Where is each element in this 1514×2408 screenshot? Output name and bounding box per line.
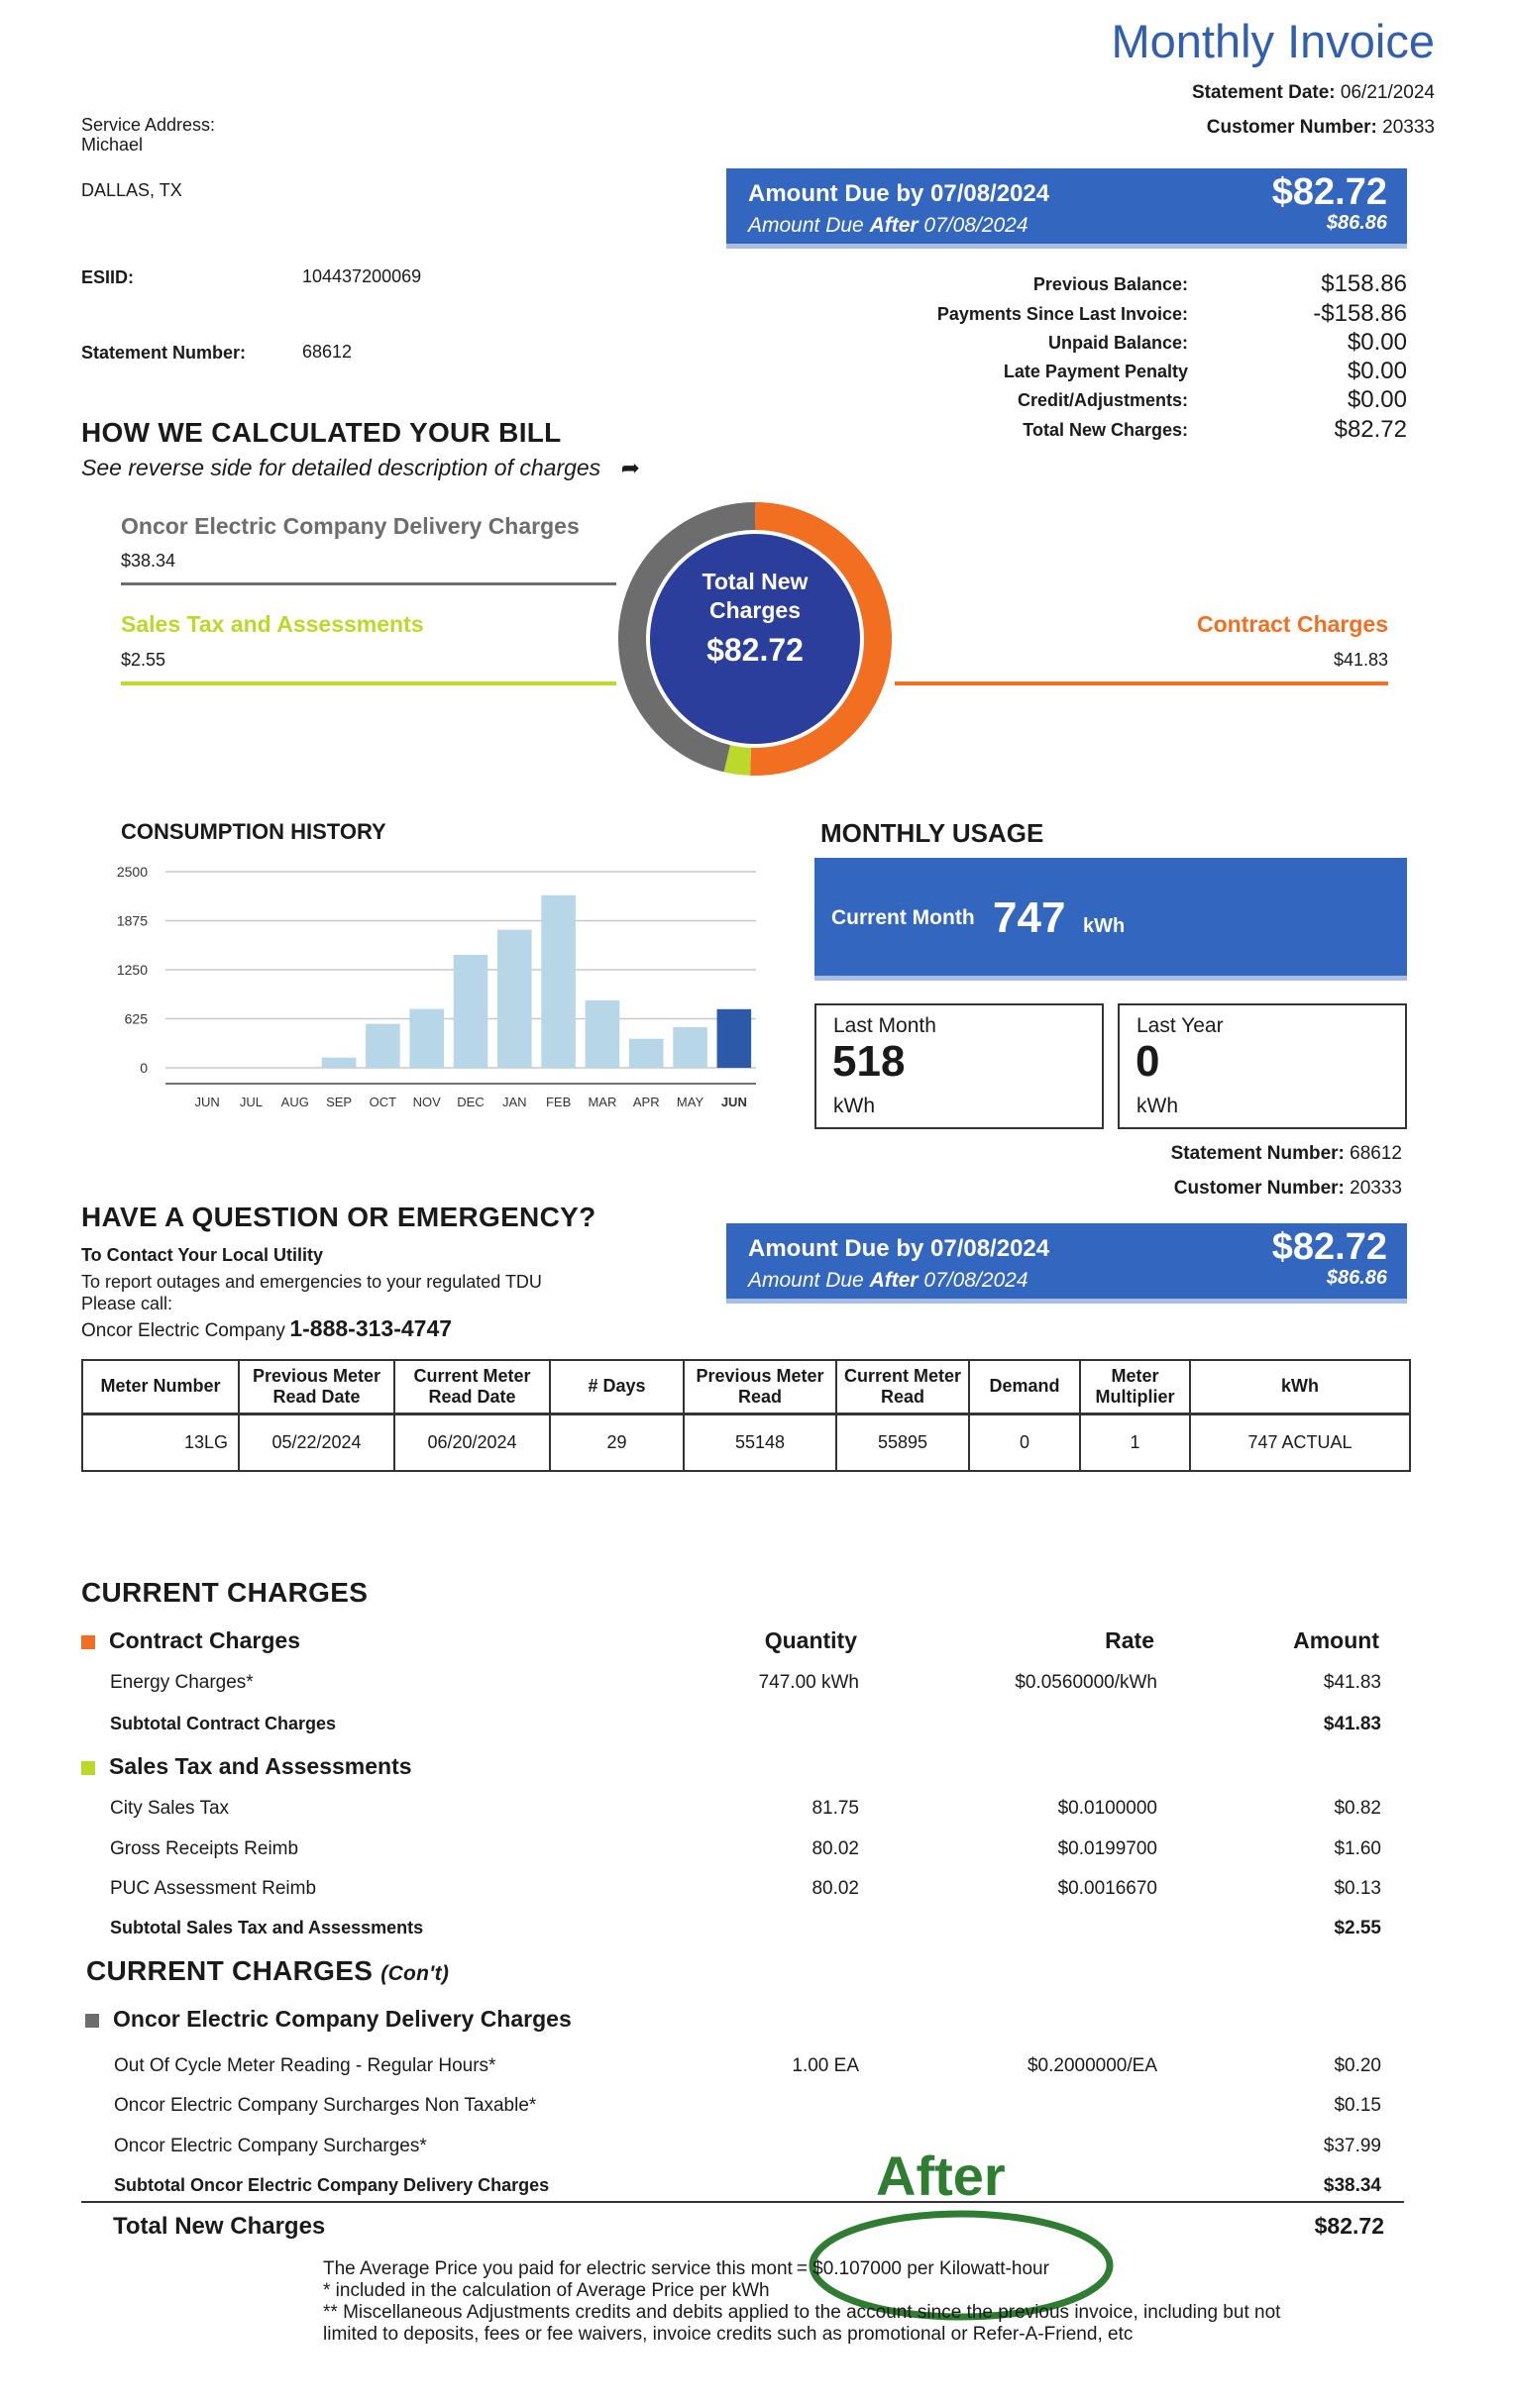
contact-phone[interactable]: 1-888-313-4747 bbox=[289, 1315, 453, 1341]
amount-due-value: $82.72 bbox=[1271, 171, 1387, 213]
contract-head: Contract Charges bbox=[109, 1627, 300, 1653]
balance-value: $0.00 bbox=[1347, 386, 1407, 413]
last-year-value: 0 bbox=[1136, 1037, 1160, 1086]
contact-line2: Please call: bbox=[81, 1294, 173, 1313]
meter-header-row bbox=[82, 1360, 1410, 1413]
balance-value: -$158.86 bbox=[1313, 300, 1407, 327]
contact-line1: To report outages and emergencies to your regulated TDU bbox=[81, 1272, 542, 1292]
after-annotation: After bbox=[876, 2145, 1006, 2207]
contact-title: HAVE A QUESTION OR EMERGENCY? bbox=[81, 1202, 596, 1232]
tax-amount: $2.55 bbox=[121, 650, 166, 670]
charges-cont-suffix: (Con't) bbox=[380, 1962, 450, 1985]
meter-cell: 55895 bbox=[836, 1413, 969, 1471]
tax-label: Sales Tax and Assessments bbox=[121, 611, 424, 637]
footer-statement-row bbox=[1171, 1143, 1402, 1165]
bar bbox=[497, 930, 532, 1068]
calc-title: HOW WE CALCULATED YOUR BILL bbox=[81, 417, 562, 448]
donut-line2: Charges bbox=[708, 597, 802, 623]
current-month-value: 747 bbox=[993, 893, 1066, 942]
charge-amount: $2.55 bbox=[1334, 1918, 1381, 1938]
charge-name: Oncor Electric Company Surcharges* bbox=[114, 2136, 427, 2156]
total-label: Total New Charges bbox=[113, 2213, 326, 2240]
y-tick-label: 0 bbox=[140, 1060, 148, 1076]
oncor-square-icon bbox=[85, 2014, 99, 2028]
usage-title: MONTHLY USAGE bbox=[820, 818, 1044, 848]
note-2: ** Miscellaneous Adjustments credits and debits applied to the account since the previous invoice, including but not bbox=[323, 2302, 1281, 2323]
meter-cell: 13LG bbox=[82, 1413, 239, 1471]
charges-cont-text: CURRENT CHARGES bbox=[86, 1955, 374, 1986]
service-address-label: Service Address: bbox=[81, 115, 216, 135]
footer-statement-label: Statement Number: bbox=[1170, 1143, 1345, 1164]
bar bbox=[717, 1009, 752, 1068]
statement-number-value: 68612 bbox=[302, 342, 353, 362]
balance-label: Total New Charges: bbox=[1023, 420, 1188, 440]
charge-name: Gross Receipts Reimb bbox=[110, 1838, 299, 1859]
total-divider bbox=[81, 2201, 1404, 2203]
balance-label: Unpaid Balance: bbox=[1047, 333, 1188, 353]
donut-amount: $82.72 bbox=[706, 632, 804, 668]
charge-rate: $0.0100000 bbox=[1057, 1798, 1157, 1819]
col-quantity: Quantity bbox=[764, 1627, 857, 1653]
charges-donut bbox=[616, 500, 894, 778]
avg-price-row bbox=[323, 2258, 1049, 2280]
balance-value: $82.72 bbox=[1334, 416, 1407, 443]
balance-value: $158.86 bbox=[1321, 270, 1407, 297]
x-tick-label: JUN bbox=[720, 1095, 747, 1109]
meter-header-cell: Demand bbox=[969, 1360, 1080, 1413]
charge-amount: $38.34 bbox=[1323, 2175, 1381, 2196]
bar bbox=[409, 1009, 444, 1068]
last-year-box bbox=[1118, 1003, 1407, 1129]
charge-amount: $0.82 bbox=[1334, 1798, 1381, 1819]
statement-date-row bbox=[1192, 82, 1435, 104]
footer-customer-label: Customer Number: bbox=[1173, 1178, 1345, 1199]
charge-rate: $0.0560000/kWh bbox=[1015, 1672, 1157, 1693]
charge-qty: 80.02 bbox=[811, 1878, 859, 1899]
amount-due-value-2: $82.72 bbox=[1271, 1226, 1387, 1268]
charge-rate: $0.0199700 bbox=[1057, 1838, 1157, 1859]
charge-amount: $41.83 bbox=[1323, 1672, 1381, 1693]
statement-number-label: Statement Number: bbox=[81, 343, 247, 363]
after-word: After bbox=[869, 214, 919, 237]
charge-rate: $0.0016670 bbox=[1057, 1878, 1157, 1899]
esiid-value: 104437200069 bbox=[302, 266, 422, 286]
meter-cell: 1 bbox=[1080, 1413, 1190, 1471]
total-amount: $82.72 bbox=[1314, 2213, 1384, 2239]
x-tick-label: APR bbox=[632, 1095, 660, 1109]
charge-name: Subtotal Sales Tax and Assessments bbox=[110, 1918, 424, 1937]
charges-cont-title bbox=[86, 1955, 449, 1987]
customer-number: 20333 bbox=[1382, 117, 1435, 138]
contract-square-icon bbox=[81, 1635, 95, 1649]
calc-subtitle bbox=[81, 455, 640, 481]
bar bbox=[586, 1000, 620, 1068]
meter-header-cell: Previous Meter Read bbox=[684, 1360, 836, 1413]
last-year-label: Last Year bbox=[1136, 1014, 1224, 1037]
current-month-box bbox=[814, 858, 1407, 981]
delivery-label: Oncor Electric Company Delivery Charges bbox=[121, 513, 580, 539]
service-city: DALLAS, TX bbox=[81, 180, 182, 200]
charges-title: CURRENT CHARGES bbox=[81, 1577, 369, 1608]
amount-due-after-value-2: $86.86 bbox=[1326, 1267, 1387, 1289]
charge-amount: $0.15 bbox=[1334, 2095, 1381, 2116]
esiid-label: ESIID: bbox=[81, 267, 135, 287]
x-tick-label: OCT bbox=[369, 1095, 397, 1109]
consumption-chart bbox=[94, 860, 768, 1127]
donut-line1: Total New bbox=[702, 569, 809, 594]
last-month-unit: kWh bbox=[833, 1095, 875, 1117]
after-word-2: After bbox=[869, 1269, 919, 1292]
oncor-head: Oncor Electric Company Delivery Charges bbox=[113, 2006, 572, 2032]
y-tick-label: 2500 bbox=[116, 864, 148, 880]
amount-due-box-2 bbox=[726, 1223, 1407, 1304]
col-rate: Rate bbox=[1105, 1627, 1154, 1653]
x-tick-label: NOV bbox=[412, 1095, 441, 1109]
contract-amount: $41.83 bbox=[1333, 650, 1388, 670]
charge-name: Out Of Cycle Meter Reading - Regular Hours* bbox=[114, 2055, 496, 2076]
charge-amount: $1.60 bbox=[1334, 1838, 1381, 1859]
charge-qty: 747.00 kWh bbox=[758, 1672, 859, 1693]
meter-header-cell: Meter Multiplier bbox=[1080, 1360, 1190, 1413]
x-tick-label: AUG bbox=[280, 1095, 309, 1109]
amount-due-box bbox=[726, 168, 1407, 249]
contract-head-row bbox=[81, 1627, 300, 1654]
charge-name: Energy Charges* bbox=[110, 1672, 254, 1693]
meter-header-cell: kWh bbox=[1190, 1360, 1410, 1413]
tax-square-icon bbox=[81, 1761, 95, 1775]
charge-amount: $0.20 bbox=[1334, 2055, 1381, 2076]
charge-qty: 81.75 bbox=[811, 1798, 859, 1819]
bar bbox=[541, 895, 576, 1068]
x-tick-label: DEC bbox=[457, 1095, 485, 1109]
y-tick-label: 1250 bbox=[116, 962, 148, 978]
charge-name: Subtotal Oncor Electric Company Delivery Charges bbox=[114, 2175, 550, 2195]
last-year-unit: kWh bbox=[1136, 1095, 1178, 1117]
delivery-amount: $38.34 bbox=[121, 551, 176, 571]
bar bbox=[629, 1039, 664, 1068]
after-prefix-2: Amount Due bbox=[748, 1269, 870, 1292]
col-amount: Amount bbox=[1293, 1627, 1379, 1653]
customer-name: Michael bbox=[81, 135, 144, 155]
statement-date-label: Statement Date: bbox=[1191, 82, 1336, 103]
customer-number-row bbox=[1207, 117, 1435, 139]
after-date-2: 07/08/2024 bbox=[918, 1269, 1028, 1292]
statement-date: 06/21/2024 bbox=[1340, 82, 1435, 103]
charge-name: Subtotal Contract Charges bbox=[110, 1714, 337, 1733]
charge-amount: $41.83 bbox=[1323, 1714, 1381, 1734]
tax-head: Sales Tax and Assessments bbox=[109, 1753, 412, 1779]
calc-subtitle-text: See reverse side for detailed description of charges bbox=[81, 455, 601, 480]
balance-value: $0.00 bbox=[1347, 358, 1407, 384]
charge-name: Oncor Electric Company Surcharges Non Taxable* bbox=[114, 2095, 537, 2116]
consumption-title: CONSUMPTION HISTORY bbox=[121, 819, 386, 844]
meter-cell: 0 bbox=[969, 1413, 1080, 1471]
note-3: limited to deposits, fees or fee waivers, invoice credits such as promotional or Refer-A-Friend, etc bbox=[323, 2324, 1134, 2345]
balance-label: Previous Balance: bbox=[1032, 274, 1188, 294]
balance-label: Credit/Adjustments: bbox=[1017, 390, 1188, 410]
contract-label: Contract Charges bbox=[1197, 611, 1388, 637]
contract-line bbox=[895, 681, 1388, 685]
meter-cell: 29 bbox=[550, 1413, 684, 1471]
bar bbox=[454, 955, 488, 1068]
x-tick-label: SEP bbox=[326, 1095, 353, 1109]
meter-cell: 747 ACTUAL bbox=[1190, 1413, 1410, 1471]
y-tick-label: 625 bbox=[124, 1010, 148, 1027]
bar bbox=[673, 1027, 707, 1068]
x-tick-label: FEB bbox=[545, 1095, 572, 1109]
x-tick-label: JUL bbox=[239, 1095, 264, 1109]
oncor-head-row bbox=[85, 2006, 572, 2033]
current-month-unit: kWh bbox=[1083, 915, 1126, 937]
contact-sub: To Contact Your Local Utility bbox=[81, 1245, 324, 1265]
contact-phone-row bbox=[81, 1315, 452, 1342]
balance-label: Late Payment Penalty bbox=[1003, 362, 1188, 381]
last-month-value: 518 bbox=[832, 1037, 906, 1086]
charge-amount: $37.99 bbox=[1323, 2136, 1381, 2156]
meter-header-cell: Current Meter Read bbox=[836, 1360, 969, 1413]
footer-statement-value: 68612 bbox=[1350, 1143, 1402, 1164]
amount-due-after-value: $86.86 bbox=[1326, 212, 1387, 234]
meter-cell: 05/22/2024 bbox=[239, 1413, 394, 1471]
x-tick-label: JUN bbox=[194, 1095, 220, 1109]
bar bbox=[366, 1024, 400, 1068]
x-tick-label: MAR bbox=[588, 1095, 617, 1109]
charge-qty: 1.00 EA bbox=[792, 2055, 859, 2076]
delivery-line bbox=[121, 582, 616, 585]
amount-due-label-2: Amount Due by 07/08/2024 bbox=[748, 1235, 1050, 1262]
last-month-box bbox=[814, 1003, 1104, 1129]
tax-line bbox=[121, 681, 616, 685]
customer-number-label: Customer Number: bbox=[1206, 117, 1377, 138]
amount-due-after-label-2 bbox=[748, 1269, 1028, 1293]
footer-customer-row bbox=[1174, 1178, 1402, 1200]
charge-name: City Sales Tax bbox=[110, 1798, 230, 1819]
amount-due-label: Amount Due by 07/08/2024 bbox=[748, 180, 1050, 207]
avg-price-prefix: The Average Price you paid for electric service this mont bbox=[323, 2258, 793, 2279]
balance-value: $0.00 bbox=[1347, 329, 1407, 356]
meter-header-cell: Meter Number bbox=[82, 1360, 239, 1413]
amount-due-after-label bbox=[748, 214, 1028, 238]
x-tick-label: MAY bbox=[676, 1095, 704, 1109]
meter-data-row bbox=[82, 1413, 1410, 1471]
meter-table bbox=[81, 1359, 1411, 1472]
charge-rate: $0.2000000/EA bbox=[1027, 2055, 1157, 2076]
meter-header-cell: # Days bbox=[550, 1360, 684, 1413]
meter-cell: 06/20/2024 bbox=[394, 1413, 550, 1471]
meter-header-cell: Previous Meter Read Date bbox=[239, 1360, 394, 1413]
meter-cell: 55148 bbox=[684, 1413, 836, 1471]
bar bbox=[322, 1058, 357, 1068]
tax-arc bbox=[727, 759, 751, 762]
avg-price-value: = $0.107000 per Kilowatt-hour bbox=[796, 2258, 1049, 2279]
charge-qty: 80.02 bbox=[811, 1838, 859, 1859]
x-tick-label: JAN bbox=[502, 1095, 527, 1109]
after-prefix: Amount Due bbox=[748, 214, 870, 237]
charge-amount: $0.13 bbox=[1334, 1878, 1381, 1899]
invoice-title: Monthly Invoice bbox=[1111, 15, 1435, 67]
meter-header-cell: Current Meter Read Date bbox=[394, 1360, 550, 1413]
contact-company: Oncor Electric Company bbox=[81, 1320, 285, 1341]
current-month-label: Current Month bbox=[831, 906, 975, 929]
last-month-label: Last Month bbox=[833, 1014, 936, 1037]
footer-customer-value: 20333 bbox=[1350, 1178, 1402, 1199]
balance-label: Payments Since Last Invoice: bbox=[936, 304, 1188, 324]
turn-arrow-icon: ➦ bbox=[620, 455, 640, 480]
tax-head-row bbox=[81, 1753, 412, 1780]
note-1: * included in the calculation of Average Price per kWh bbox=[323, 2280, 770, 2301]
charge-name: PUC Assessment Reimb bbox=[110, 1878, 317, 1899]
after-date: 07/08/2024 bbox=[918, 214, 1028, 237]
y-tick-label: 1875 bbox=[116, 912, 148, 929]
